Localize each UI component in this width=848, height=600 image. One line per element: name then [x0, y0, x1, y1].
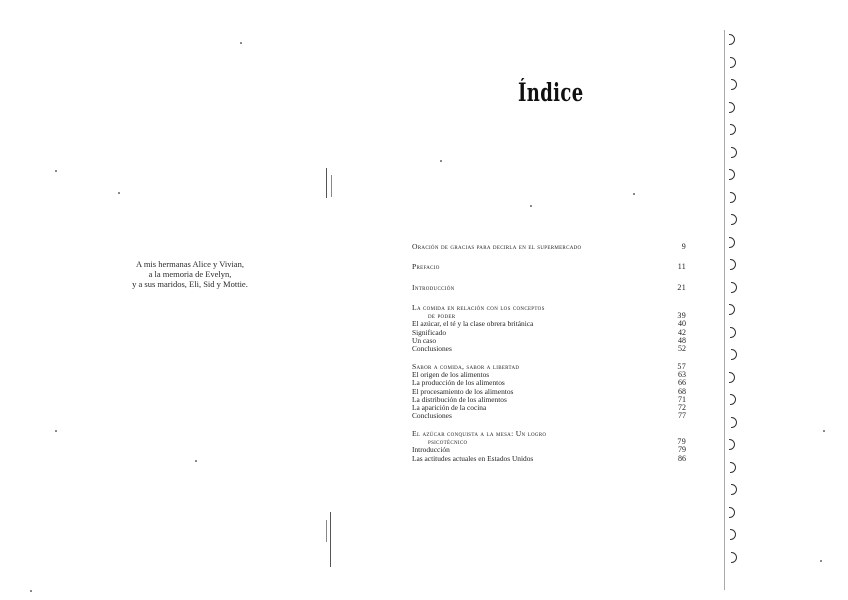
- toc-entry: [412, 329, 686, 337]
- toc-entry-label: de poder: [428, 311, 456, 321]
- toc-entry-label: La distribución de los alimentos: [412, 394, 507, 404]
- right-page: [380, 0, 848, 600]
- dedication-line: A mis hermanas Alice y Vivian,: [136, 259, 244, 269]
- scan-dust: [530, 205, 532, 207]
- dedication-line: y a sus maridos, Eli, Sid y Mottie.: [132, 279, 248, 289]
- toc-entry-label: El azúcar, el té y la clase obrera británica: [412, 319, 534, 329]
- scan-dust: [195, 460, 197, 462]
- toc-entry-page: 72: [678, 403, 686, 413]
- toc-gap: [412, 272, 686, 284]
- toc-entry-page: 66: [678, 378, 686, 388]
- scan-dust: [440, 160, 442, 162]
- toc-chapter-entry: [412, 284, 686, 292]
- toc-entry: [412, 337, 686, 345]
- toc-entry-label: La comida en relación con los conceptos: [412, 302, 545, 312]
- toc-entry-page: 63: [678, 369, 686, 379]
- toc-entry-label: Sabor a comida, sabor a libertad: [412, 361, 520, 371]
- toc-entry-page: 42: [678, 327, 686, 337]
- toc-entry-page: 40: [678, 319, 686, 329]
- toc-entry-label: El origen de los alimentos: [412, 369, 490, 379]
- toc-entry: [412, 412, 686, 420]
- toc-chapter-entry: [412, 263, 686, 271]
- scan-dust: [55, 430, 57, 432]
- toc-entry-label: Conclusiones: [412, 344, 452, 354]
- toc-entry-label: Introducción: [412, 282, 455, 292]
- toc-entry-page: 77: [678, 411, 686, 421]
- toc-entry-page: 71: [678, 394, 686, 404]
- scan-mark: [330, 512, 331, 567]
- scan-mark: [326, 520, 327, 542]
- toc-entry-page: 11: [677, 262, 686, 272]
- toc-entry-label: La aparición de la cocina: [412, 403, 487, 413]
- scan-dust: [118, 192, 120, 194]
- toc-chapter-entry: [412, 243, 686, 251]
- scan-mark: [331, 175, 332, 197]
- toc-gap: [412, 251, 686, 263]
- toc-entry: [412, 345, 686, 353]
- scan-mark: [326, 168, 327, 198]
- toc-entry-label: El procesamiento de los alimentos: [412, 386, 514, 396]
- toc-entry-label: La producción de los alimentos: [412, 378, 505, 388]
- toc-entry-label: Oración de gracias para decirla en el supermercado: [412, 242, 582, 251]
- page-title: Índice: [518, 78, 584, 107]
- toc-entry-page: 79: [677, 437, 686, 447]
- toc-entry-page: 9: [681, 242, 686, 251]
- toc-entry: [412, 404, 686, 412]
- toc-entry-label: Prefacio: [412, 262, 440, 272]
- toc-entry-page: 86: [678, 453, 686, 463]
- toc-entry-page: 79: [678, 445, 686, 455]
- scan-dust: [30, 590, 32, 592]
- scan-dust: [55, 170, 57, 172]
- toc-entry-page: 48: [678, 336, 686, 346]
- toc-entry-page: 39: [677, 311, 686, 321]
- binding-edge: [724, 30, 725, 590]
- toc-entry-label: psicotécnico: [428, 437, 468, 447]
- toc-entry: [412, 455, 686, 463]
- dedication: [95, 259, 285, 289]
- toc-entry-label: El azúcar conquista a la mesa: Un logro: [412, 428, 547, 438]
- toc-entry-page: 57: [677, 361, 686, 371]
- left-page: [0, 0, 380, 600]
- scan-dust: [823, 430, 825, 432]
- toc-entry-label: Conclusiones: [412, 411, 452, 421]
- scan-dust: [820, 560, 822, 562]
- toc-entry-page: 52: [678, 344, 686, 354]
- toc-entry-label: Un caso: [412, 336, 437, 346]
- toc-entry-label: Introducción: [412, 445, 450, 455]
- toc-entry-label: Las actitudes actuales en Estados Unidos: [412, 453, 534, 463]
- toc-entry-label: Significado: [412, 327, 447, 337]
- toc-entry: [412, 320, 686, 328]
- dedication-line: a la memoria de Evelyn,: [148, 269, 232, 279]
- scan-dust: [240, 42, 242, 44]
- table-of-contents: [412, 243, 686, 463]
- scan-dust: [633, 193, 635, 195]
- toc-chapter-entry: [412, 438, 686, 446]
- toc-entry-page: 68: [678, 386, 686, 396]
- toc-entry-page: 21: [677, 282, 686, 292]
